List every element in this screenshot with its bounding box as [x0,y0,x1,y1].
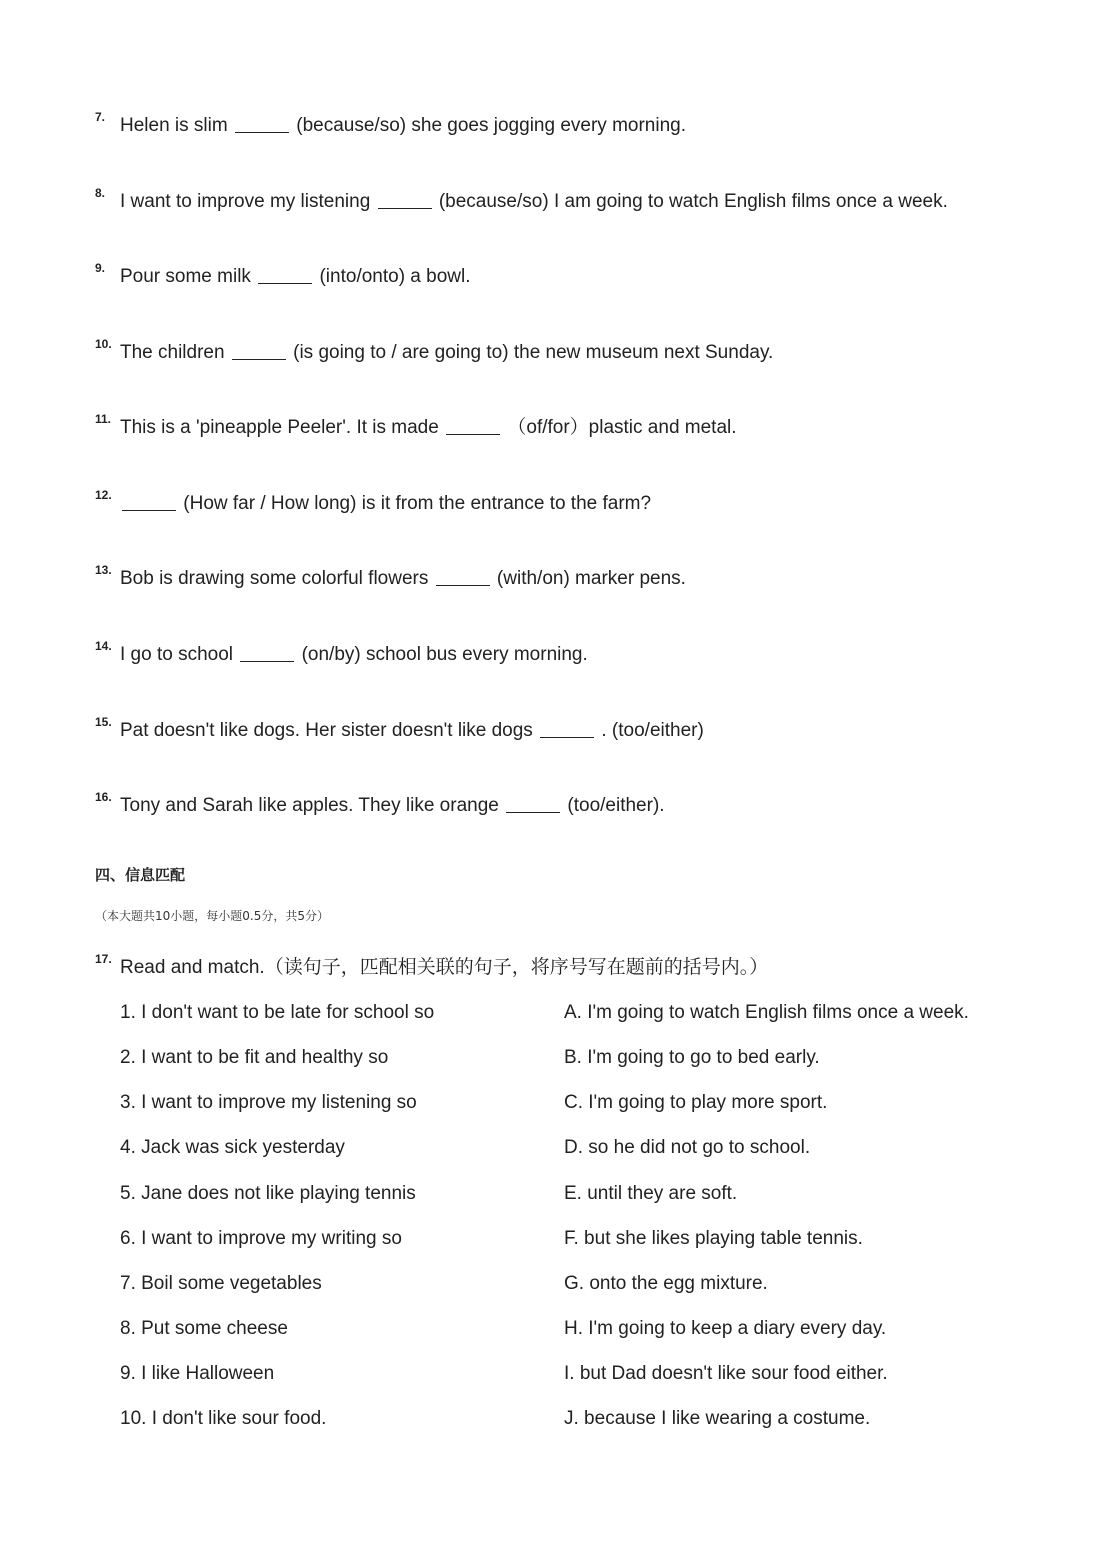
question-text-before: I want to improve my listening [120,191,376,212]
question-text-after: (How far / How long) is it from the entrance to the farm? [178,493,652,514]
section-title: 四、信息匹配 [95,866,186,884]
match-left-item: 3. I want to improve my listening so [120,1092,417,1113]
match-right-item: B. I'm going to go to bed early. [564,1047,820,1068]
match-right-item: I. but Dad doesn't like sour food either. [564,1363,888,1384]
question-number: 16. [95,790,112,804]
section-note: （本大题共10小题，每小题0.5分，共5分） [95,909,329,923]
question-text [120,643,588,667]
match-instruction: Read and match.（读句子，匹配相关联的句子，将序号写在题前的括号内。） [120,957,769,978]
question-text [120,341,773,365]
match-left-item: 2. I want to be fit and healthy so [120,1047,389,1068]
match-left-item: 8. Put some cheese [120,1318,288,1339]
question-text [120,794,665,818]
answer-blank[interactable] [235,131,289,133]
answer-blank[interactable] [258,282,312,284]
answer-blank[interactable] [378,207,432,209]
question-number: 12. [95,488,112,502]
question-text-after: . (too/either) [596,720,704,741]
question-text [120,719,704,743]
question-number: 8. [95,186,106,200]
match-left-item: 1. I don't want to be late for school so [120,1002,435,1023]
match-left-item: 9. I like Halloween [120,1363,275,1384]
question-text-after: (too/either). [562,795,665,816]
question-number: 11. [95,412,112,426]
question-text-after: (is going to / are going to) the new museum next Sunday. [287,342,774,363]
match-right-item: H. I'm going to keep a diary every day. [564,1318,887,1339]
match-right-item: A. I'm going to watch English films once a week. [564,1002,969,1023]
match-left-item: 6. I want to improve my writing so [120,1228,402,1249]
answer-blank[interactable] [446,433,500,435]
question-number: 17. [95,952,112,966]
question-number: 7. [95,110,106,124]
question-text-before: This is a 'pineapple Peeler'. It is made [120,417,445,438]
answer-blank[interactable] [436,584,490,586]
question-text-after: (into/onto) a bowl. [314,266,471,287]
question-text-before: Bob is drawing some colorful flowers [120,568,434,589]
match-right-item: E. until they are soft. [564,1183,738,1204]
match-left-item: 4. Jack was sick yesterday [120,1137,345,1158]
question-text [120,190,948,214]
question-text-before: Pour some milk [120,266,257,287]
match-right-item: D. so he did not go to school. [564,1137,811,1158]
question-text-before: I go to school [120,644,239,665]
answer-blank[interactable] [232,358,286,360]
match-left-item: 10. I don't like sour food. [120,1408,327,1429]
answer-blank[interactable] [122,509,176,511]
question-number: 14. [95,639,112,653]
question-text-after: (on/by) school bus every morning. [296,644,588,665]
question-text-before: Pat doesn't like dogs. Her sister doesn't like dogs [120,720,539,741]
question-text [120,492,651,516]
question-text-after: （of/for）plastic and metal. [502,417,737,438]
match-right-item: G. onto the egg mixture. [564,1273,768,1294]
question-text-after: (because/so) I am going to watch English films once a week. [433,191,948,212]
match-right-item: J. because I like wearing a costume. [564,1408,871,1429]
question-number: 15. [95,715,112,729]
question-number: 10. [95,337,112,351]
answer-blank[interactable] [240,660,294,662]
match-left-item: 7. Boil some vegetables [120,1273,322,1294]
question-text [120,114,686,138]
match-right-item: C. I'm going to play more sport. [564,1092,828,1113]
match-left-item: 5. Jane does not like playing tennis [120,1183,416,1204]
question-number: 9. [95,261,106,275]
question-text [120,265,471,289]
answer-blank[interactable] [506,811,560,813]
question-text-after: (with/on) marker pens. [491,568,686,589]
question-number: 13. [95,563,112,577]
question-text [120,416,737,440]
match-right-item: F. but she likes playing table tennis. [564,1228,863,1249]
answer-blank[interactable] [540,736,594,738]
question-text-after: (because/so) she goes jogging every morning. [290,115,686,136]
question-text-before: Tony and Sarah like apples. They like orange [120,795,505,816]
question-text-before: The children [120,342,230,363]
question-text [120,567,686,591]
question-text-before: Helen is slim [120,115,233,136]
